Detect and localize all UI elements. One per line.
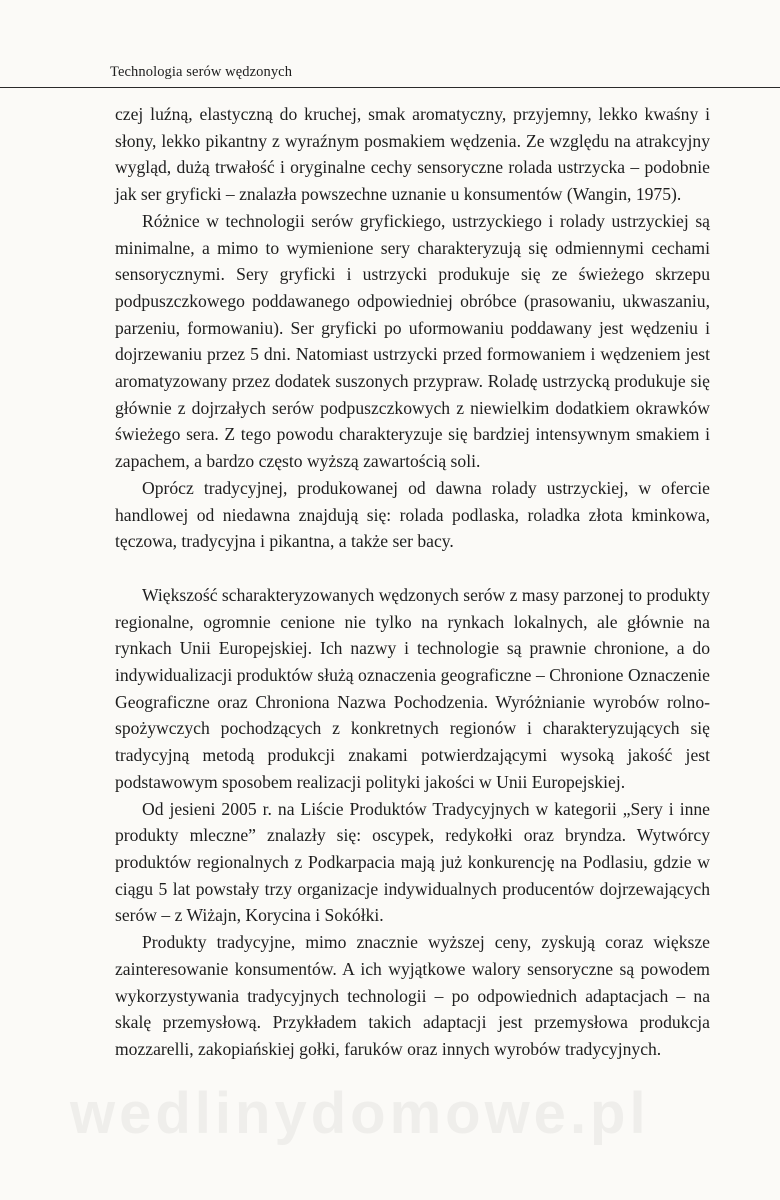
- running-header: Technologia serów wędzonych: [110, 64, 293, 80]
- paragraph-commercial-offer: Oprócz tradycyjnej, produkowanej od dawna rolady ustrzyckiej, w ofercie handlowej od niedawna znajdują się: rolada podlaska, roladka złota kminkowa, tęczowa, tradycyjna i pikantna, a także ser bacy.: [115, 477, 710, 552]
- body-text: [115, 101, 710, 1063]
- paragraph-consumer-interest: Produkty tradycyjne, mimo znacznie wyższej ceny, zyskują coraz większe zainteresowanie konsumentów. A ich wyjątkowe walory sensoryczne są powodem wykorzystywania tradycyjnych technologii – po odpowiednich adaptacjach – na skalę przemysłową. Przykładem takich adaptacji jest przemysłowa produkcja mozzarelli, zakopiańskiej gołki, faruków oraz innych wyrobów tradycyjnych.: [115, 932, 710, 1059]
- paragraph-traditional-list: Od jesieni 2005 r. na Liście Produktów Tradycyjnych w kategorii „Sery i inne produkty mleczne” znalazły się: oscypek, redykołki oraz bryndza. Wytwórcy produktów regionalnych z Podkarpacia mają już konkurencję na Podlasiu, gdzie w ciągu 5 lat powstały trzy organizacje indywidualnych producentów dojrzewających serów – z Wiżajn, Korycina i Sokółki.: [115, 798, 710, 926]
- paragraph-regional-products: Większość scharakteryzowanych wędzonych serów z masy parzonej to produkty regionalne, ogromnie cenione nie tylko na rynkach lokalnych, ale głównie na rynkach Unii Europejskiej. Ich nazwy i technologie są prawnie chronione, a do indywidualizacji produktów służą oznaczenia geograficzne – Chronione Oznaczenie Geograficzne oraz Chroniona Nazwa Pochodzenia. Wyróżnianie wyrobów rolno-spożywczych pochodzących z konkretnych regionów i charakteryzujących się tradycyjną metodą produkcji znakami potwierdzającymi wysoką jakość jest podstawowym sposobem realizacji polityki jakości w Unii Europejskiej.: [115, 584, 710, 792]
- paragraph-continuation: czej luźną, elastyczną do kruchej, smak aromatyczny, przyjemny, lekko kwaśny i słony, lekko pikantny z wyraźnym posmakiem wędzenia. Ze względu na atrakcyjny wygląd, dużą trwałość i oryginalne cechy sensoryczne rolada ustrzycka – podobnie jak ser gryficki – znalazła powszechne uznanie u konsumentów (Wangin, 1975).: [115, 104, 710, 205]
- header-rule: [0, 87, 780, 88]
- paragraph-technology-differences: Różnice w technologii serów gryfickiego, ustrzyckiego i rolady ustrzyckiej są minimalne, a mimo to wymienione sery charakteryzują się odmiennymi cechami sensorycznymi. Sery gryficki i ustrzycki produkuje się ze świeżego skrzepu podpuszczkowego poddawanego odpowiedniej obróbce (prasowaniu, ukwaszaniu, parzeniu, formowaniu). Ser gryficki po uformowaniu poddawany jest wędzeniu i dojrzewaniu przez 5 dni. Natomiast ustrzycki przed formowaniem i wędzeniem jest aromatyzowany przez dodatek suszonych przypraw. Roladę ustrzycką produkuje się głównie z dojrzałych serów podpuszczkowych z niewielkim dodatkiem okrawków świeżego sera. Z tego powodu charakteryzuje się bardziej intensywnym smakiem i zapachem, a bardzo często wyższą zawartością soli.: [115, 210, 710, 472]
- watermark: wedlinydomowe.pl: [70, 1081, 650, 1146]
